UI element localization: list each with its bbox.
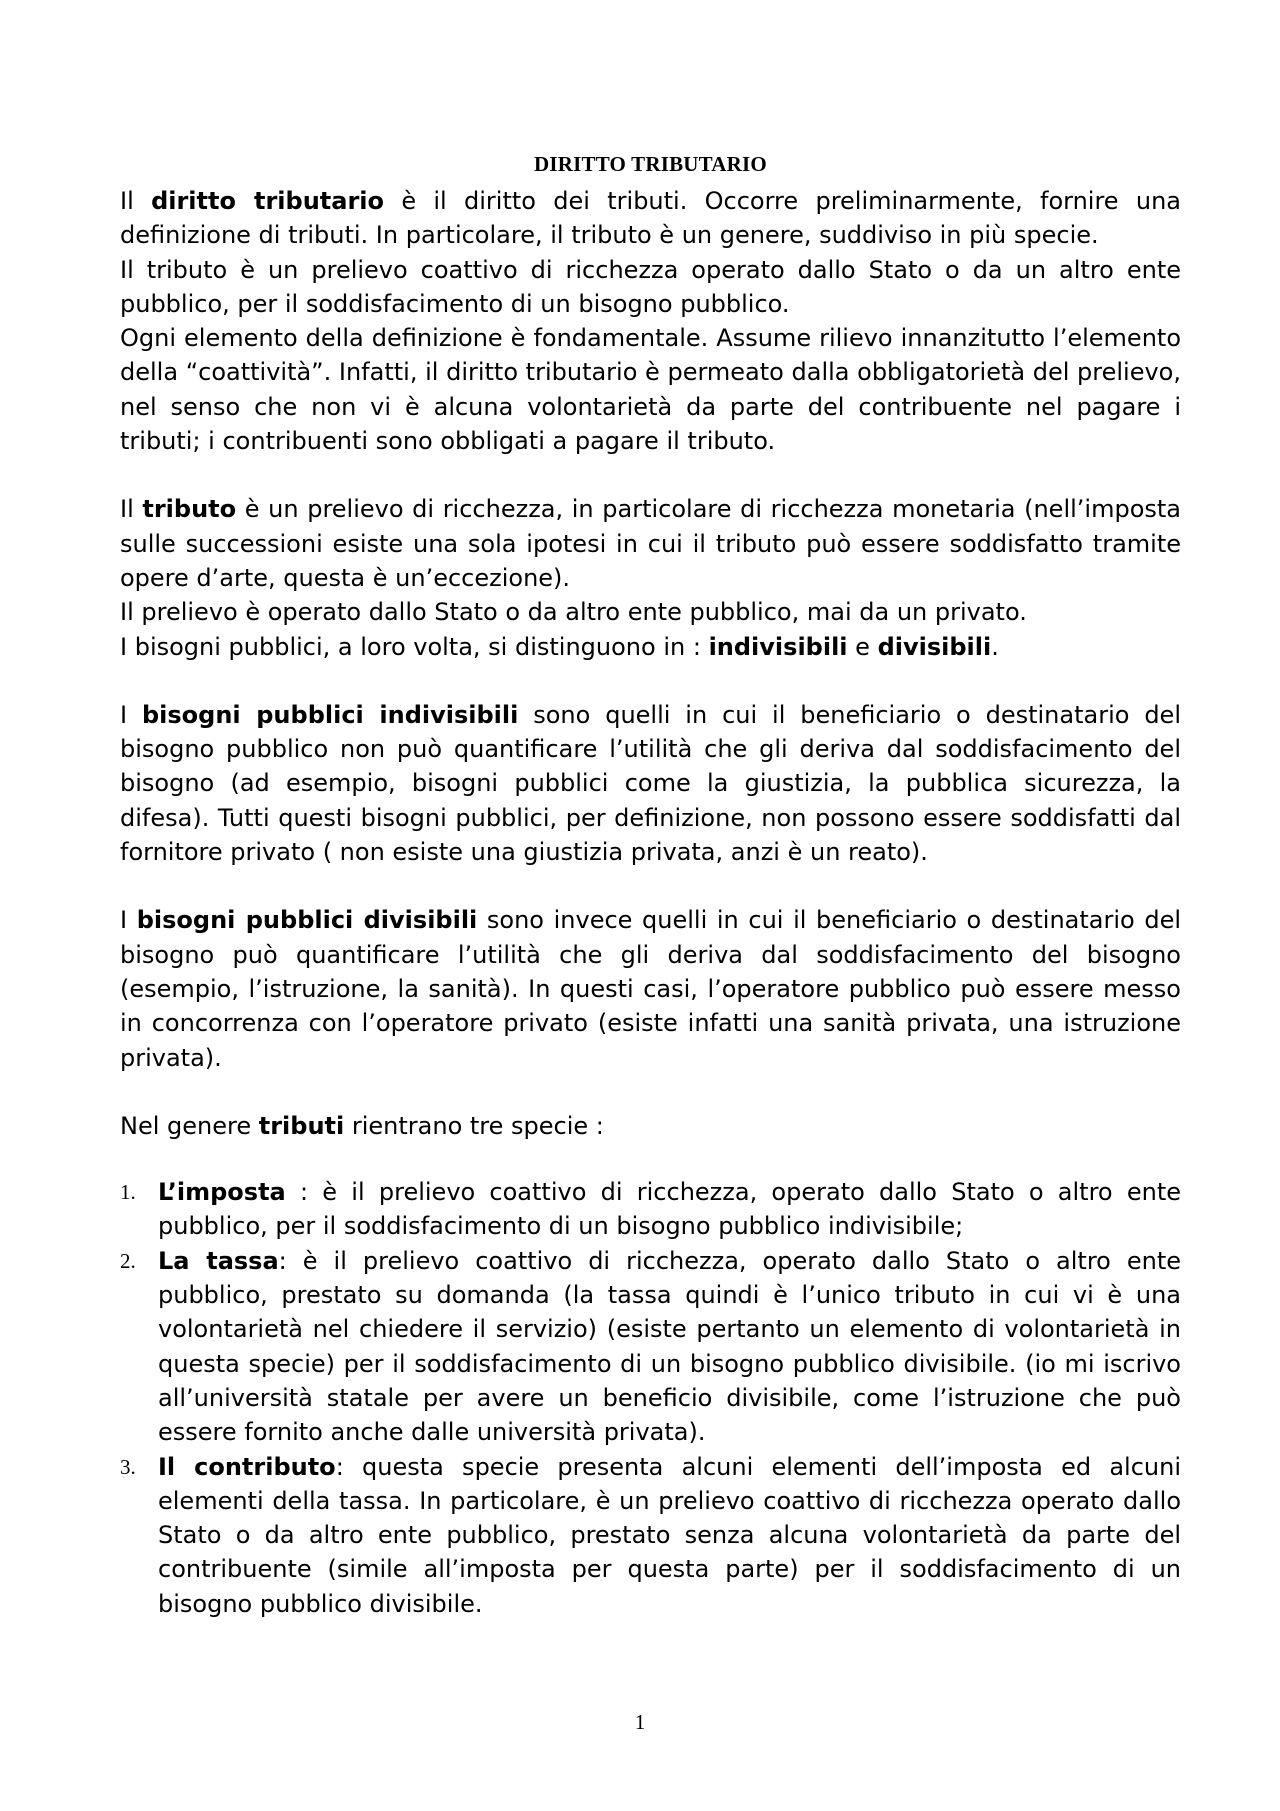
list-number: 2. (120, 1248, 136, 1273)
text: sono quelli in cui il beneficiario o destinatario del bisogno pubblico non può quantificare l’utilità che gli deriva dal soddisfacimento del bisogno (ad esempio, bisogni pubblici come la giustizia, la pubblica sicurezza, la difesa). Tutti questi bisogni pubblici, per definizione, non possono essere soddisfatti dal fornitore privato ( non esiste una giustizia privata, anzi è un reato). (120, 700, 1181, 867)
text: e (847, 632, 878, 661)
bold-term: diritto tributario (151, 187, 385, 215)
list-item-imposta (120, 1175, 1181, 1244)
text: : è il prelievo coattivo di ricchezza, operato dallo Stato o altro ente pubblico, prestato su domanda (la tassa quindi è l’unico tributo in cui vi è una volontarietà nel chiedere il servizio) (esiste pertanto un elemento di volontarietà in questa specie) per il soddisfacimento di un bisogno pubblico divisibile. (io mi iscrivo all’università statale per avere un beneficio divisibile, come l’istruzione che può essere fornito anche dalle università privata). (158, 1246, 1182, 1447)
text: è il diritto dei tributi. Occorre preliminarmente, fornire una definizione di tributi. In particolare, il tributo è un genere, suddiviso in più specie. (120, 187, 1182, 250)
paragraph-coattivita: Ogni elemento della definizione è fondamentale. Assume rilievo innanzitutto l’elemento della “coattività”. Infatti, il diritto tributario è permeato dalla obbligatorietà del prelievo, nel senso che non vi è alcuna volontarietà da parte del contribuente nel pagare i tributi; i contribuenti sono obbligati a pagare il tributo. (120, 324, 1181, 456)
text: I bisogni pubblici, a loro volta, si distinguono in : (120, 632, 709, 661)
text: . (991, 632, 999, 661)
list-item-contributo (120, 1450, 1181, 1621)
bold-term: tributo (142, 495, 237, 524)
paragraph-definition (120, 184, 1181, 253)
bold-term: indivisibili (708, 632, 848, 661)
text: I (120, 906, 137, 935)
bold-term: tributi (258, 1111, 345, 1140)
paragraph-prelievo: Il prelievo è operato dallo Stato o da altro ente pubblico, mai da un privato. (120, 598, 1027, 627)
paragraph-tributo (120, 492, 1181, 595)
text: Il (120, 495, 143, 524)
document-body (120, 150, 1181, 1621)
bold-term: La tassa (158, 1246, 279, 1275)
bold-term: L’imposta (158, 1178, 286, 1207)
list-number: 3. (120, 1454, 136, 1479)
paragraph-tributo-definition: Il tributo è un prelievo coattivo di ricchezza operato dallo Stato o da un altro ente pubblico, per il soddisfacimento di un bisogno pubblico. (120, 255, 1181, 318)
bold-term: Il contributo (158, 1452, 336, 1481)
text: sono invece quelli in cui il beneficiario o destinatario del bisogno può quantificare l’utilità che gli deriva dal soddisfacimento del bisogno (esempio, l’istruzione, la sanità). In questi casi, l’operatore pubblico può essere messo in concorrenza con l’operatore privato (esiste infatti una sanità privata, una istruzione privata). (120, 906, 1181, 1072)
list-number: 1. (120, 1180, 136, 1205)
page-number: 1 (634, 1710, 646, 1734)
paragraph-bisogni (120, 630, 1181, 664)
text: Nel genere (120, 1111, 259, 1140)
bold-term: divisibili (877, 632, 992, 661)
text: Il (120, 187, 152, 215)
text: : è il prelievo coattivo di ricchezza, operato dallo Stato o altro ente pubblico, per il soddisfacimento di un bisogno pubblico indivisibile; (158, 1178, 1181, 1241)
species-list (120, 1175, 1181, 1621)
text: I (120, 700, 142, 729)
text: rientrano tre specie : (344, 1111, 604, 1140)
text: è un prelievo di ricchezza, in particolare di ricchezza monetaria (nell’imposta sulle successioni esiste una sola ipotesi in cui il tributo può essere soddisfatto tramite opere d’arte, questa è un’eccezione). (120, 495, 1182, 592)
bold-term: bisogni pubblici divisibili (136, 906, 478, 935)
paragraph-indivisibili (120, 698, 1181, 869)
list-item-tassa (120, 1244, 1181, 1450)
paragraph-specie-intro (120, 1109, 1181, 1143)
bold-term: bisogni pubblici indivisibili (141, 700, 519, 729)
paragraph-divisibili (120, 903, 1181, 1074)
document-title: DIRITTO TRIBUTARIO (534, 152, 767, 176)
text: : questa specie presenta alcuni elementi dell’imposta ed alcuni elementi della tassa. In particolare, è un prelievo coattivo di ricchezza operato dallo Stato o da altro ente pubblico, prestato senza alcuna volontarietà da parte del contribuente (simile all’imposta per questa parte) per il soddisfacimento di un bisogno pubblico divisibile. (158, 1452, 1182, 1618)
